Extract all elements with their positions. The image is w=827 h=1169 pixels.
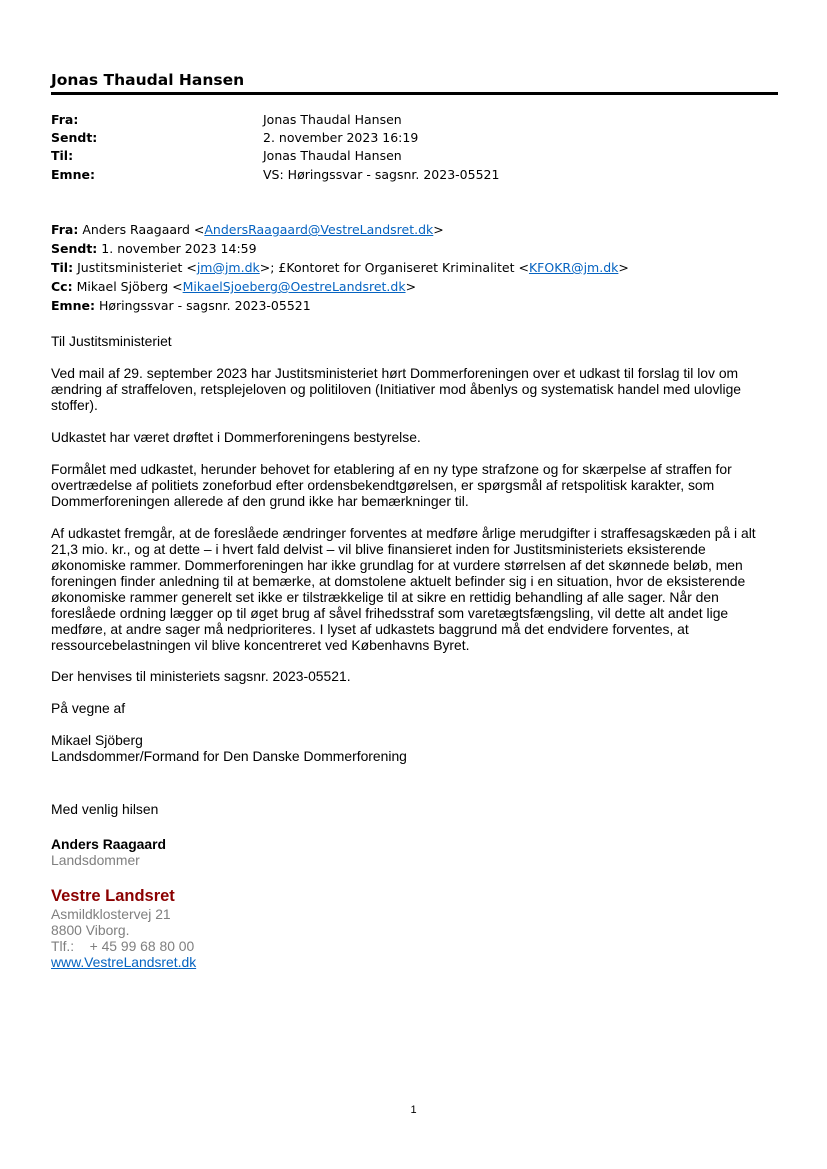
website-link[interactable]: www.VestreLandsret.dk — [51, 954, 197, 970]
address-line-1: Asmildklostervej 21 — [51, 906, 171, 922]
forward-to-email-link-2[interactable]: KFOKR@jm.dk — [528, 260, 619, 275]
forward-to-end: > — [618, 260, 629, 275]
forward-subject-value: Høringssvar - sagsnr. 2023-05521 — [98, 298, 311, 313]
greeting: Til Justitsministeriet — [51, 333, 172, 349]
phone-line — [51, 938, 775, 954]
forward-cc-label: Cc: — [51, 279, 73, 294]
owner-name: Jonas Thaudal Hansen — [51, 71, 245, 89]
forward-from-email-link[interactable]: AndersRaagaard@VestreLandsret.dk — [204, 222, 434, 237]
signature-name: Anders Raagaard — [51, 836, 167, 852]
paragraph-4: Af udkastet fremgår, at de foreslåede ændringer forventes at medføre årlige merudgifter i straffesagskæden på i alt 21,3 mio. kr., og at dette – i hvert fald delvist – vil blive finansieret inden for Justitsministeriets eksisterende økonomiske rammer. Dommerforeningen har ikke grundlag for at vurdere størrelsen af det skønnede beløb, men foreningen finder anledning til at bemærke, at domstolene aktuelt befinder sig i en situation, hvor de eksisterende økonomiske rammer generelt set ikke er tilstrækkelige til at sikre en rettidig behandling af alle sager. Når den foreslåede ordning lægger op til øget brug af såvel frihedsstraf som varetægtsfængsling, vil dette alt andet lige medføre, at andre sager må nedprioriteres. I lyset af udkastets baggrund må det endvidere forventes, at ressourcebelastningen vil blive koncentreret ved Københavns Byret. — [51, 525, 756, 653]
paragraph-5: Der henvises til ministeriets sagsnr. 2023-05521. — [51, 668, 351, 684]
forward-sent-label: Sendt: — [51, 241, 98, 256]
forward-cc-end: > — [405, 279, 417, 294]
forward-from-line — [51, 220, 444, 239]
paragraph-1: Ved mail af 29. september 2023 har Justitsministeriet hørt Dommerforeningen over et udkast til forslag til lov om ændring af straffeloven, retsplejeloven og politiloven (Initiativer mod åbenlys og systematisk handel med ulovlige stoffer). — [51, 365, 742, 413]
on-behalf-of: På vegne af — [51, 700, 126, 716]
header-to-label: Til: — [51, 148, 74, 163]
header-to-value: Jonas Thaudal Hansen — [263, 148, 402, 163]
signature-title: Landsdommer — [51, 852, 140, 868]
forward-from-label: Fra: — [51, 222, 79, 237]
sign-name: Mikael Sjöberg — [51, 732, 143, 748]
court-name: Vestre Landsret — [51, 887, 175, 905]
paragraph-3: Formålet med udkastet, herunder behovet for etablering af en ny type strafzone og for skærpelse af straffen for overtrædelse af politiets zoneforbud efter ordensbekendtgørelsen, er spørgsmål af retspolitisk karakter, som Dommerforeningen allerede af den grund ikke har bemærkninger til. — [51, 461, 732, 509]
forward-subject-label: Emne: — [51, 298, 95, 313]
sign-title: Landsdommer/Formand for Den Danske Dommerforening — [51, 748, 407, 764]
forward-sent-line — [51, 239, 257, 258]
phone-label: Tlf.: — [51, 938, 75, 954]
website-line — [51, 954, 775, 970]
forward-cc-email-link[interactable]: MikaelSjoeberg@OestreLandsret.dk — [182, 279, 406, 294]
header-subject-label: Emne: — [51, 167, 95, 182]
phone-number: + 45 99 68 80 00 — [89, 938, 195, 954]
header-sent-label: Sendt: — [51, 130, 98, 145]
paragraph-2: Udkastet har været drøftet i Dommerforeningens bestyrelse. — [51, 429, 421, 445]
page-number: 1 — [410, 1104, 417, 1116]
forward-from-name: Anders Raagaard < — [82, 222, 205, 237]
address-line-2: 8800 Viborg. — [51, 922, 130, 938]
closing: Med venlig hilsen — [51, 801, 159, 817]
forward-cc-line — [51, 277, 416, 296]
header-sent-value: 2. november 2023 16:19 — [263, 130, 419, 145]
forward-to-label: Til: — [51, 260, 74, 275]
header-subject-row — [51, 166, 499, 184]
forward-cc-name: Mikael Sjöberg < — [76, 279, 183, 294]
forward-to-line — [51, 258, 629, 277]
forward-to-email-link-1[interactable]: jm@jm.dk — [196, 260, 260, 275]
forward-sent-value: 1. november 2023 14:59 — [101, 241, 257, 256]
header-from-value: Jonas Thaudal Hansen — [263, 112, 402, 127]
forward-subject-line — [51, 296, 311, 315]
header-from-label: Fra: — [51, 112, 79, 127]
header-to-row — [51, 147, 402, 165]
forward-to-name1: Justitsministeriet < — [77, 260, 197, 275]
header-subject-value: VS: Høringssvar - sagsnr. 2023-05521 — [263, 167, 500, 182]
forward-from-end: > — [433, 222, 444, 237]
header-from-row — [51, 111, 402, 129]
forward-to-mid: >; £Kontoret for Organiseret Kriminalitet < — [259, 260, 529, 275]
owner-divider — [51, 92, 778, 95]
header-sent-row — [51, 129, 418, 147]
